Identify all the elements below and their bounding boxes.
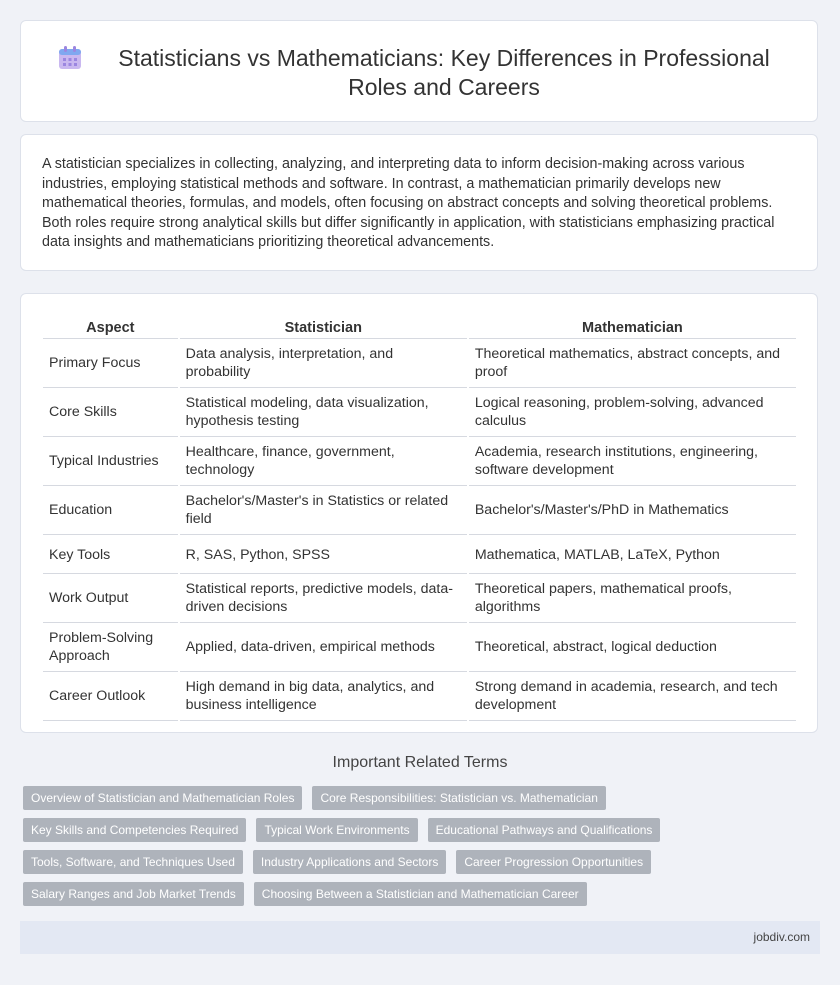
row-statistician: Statistical reports, predictive models, data-driven decisions	[180, 574, 467, 623]
row-mathematician: Bachelor's/Master's/PhD in Mathematics	[469, 486, 796, 535]
related-terms-tags	[23, 786, 823, 914]
row-statistician: High demand in big data, analytics, and business intelligence	[180, 672, 467, 721]
related-term-tag[interactable]: Typical Work Environments	[256, 818, 417, 842]
related-term-tag[interactable]: Core Responsibilities: Statistician vs. Mathematician	[312, 786, 605, 810]
row-aspect: Problem-Solving Approach	[43, 623, 178, 672]
calendar-icon	[57, 45, 83, 71]
comparison-table	[41, 316, 798, 721]
row-mathematician: Strong demand in academia, research, and tech development	[469, 672, 796, 721]
tag-row	[23, 882, 823, 906]
table-row	[43, 535, 796, 574]
header-statistician: Statistician	[180, 316, 467, 339]
table-row	[43, 672, 796, 721]
row-statistician: R, SAS, Python, SPSS	[180, 535, 467, 574]
tag-row	[23, 850, 823, 874]
related-term-tag[interactable]: Industry Applications and Sectors	[253, 850, 446, 874]
related-term-tag[interactable]: Career Progression Opportunities	[456, 850, 651, 874]
table-row	[43, 388, 796, 437]
related-term-tag[interactable]: Tools, Software, and Techniques Used	[23, 850, 243, 874]
related-term-tag[interactable]: Overview of Statistician and Mathematician Roles	[23, 786, 302, 810]
footer	[20, 921, 820, 954]
page-title: Statisticians vs Mathematicians: Key Differences in Professional Roles and Careers	[118, 45, 770, 100]
row-mathematician: Academia, research institutions, engineering, software development	[469, 437, 796, 486]
header-aspect: Aspect	[43, 316, 178, 339]
row-aspect: Education	[43, 486, 178, 535]
header-mathematician: Mathematician	[469, 316, 796, 339]
comparison-table-card	[20, 293, 818, 733]
table-row	[43, 437, 796, 486]
row-aspect: Work Output	[43, 574, 178, 623]
row-mathematician: Mathematica, MATLAB, LaTeX, Python	[469, 535, 796, 574]
row-mathematician: Theoretical mathematics, abstract concepts, and proof	[469, 339, 796, 388]
related-terms-title: Important Related Terms	[332, 754, 508, 771]
row-statistician: Healthcare, finance, government, technology	[180, 437, 467, 486]
row-mathematician: Theoretical, abstract, logical deduction	[469, 623, 796, 672]
row-aspect: Typical Industries	[43, 437, 178, 486]
table-row	[43, 574, 796, 623]
intro-paragraph: A statistician specializes in collecting, analyzing, and interpreting data to inform decision-making across various industries, employing statistical methods and software. In contrast, a mathematician primarily develops new mathematical theories, formulas, and models, often focusing on abstract concepts and solving theoretical problems. Both roles require strong analytical skills but differ significantly in application, with statisticians emphasizing practical data insights and mathematicians prioritizing theoretical advancements.	[42, 156, 775, 250]
row-mathematician: Logical reasoning, problem-solving, advanced calculus	[469, 388, 796, 437]
related-term-tag[interactable]: Choosing Between a Statistician and Mathematician Career	[254, 882, 587, 906]
row-statistician: Applied, data-driven, empirical methods	[180, 623, 467, 672]
related-term-tag[interactable]: Salary Ranges and Job Market Trends	[23, 882, 244, 906]
tag-row	[23, 786, 823, 810]
intro-card	[20, 134, 818, 271]
tag-row	[23, 818, 823, 842]
row-aspect: Key Tools	[43, 535, 178, 574]
row-aspect: Core Skills	[43, 388, 178, 437]
table-row	[43, 623, 796, 672]
table-row	[43, 486, 796, 535]
row-aspect: Primary Focus	[43, 339, 178, 388]
footer-site-link[interactable]: jobdiv.com	[753, 930, 810, 944]
row-mathematician: Theoretical papers, mathematical proofs, algorithms	[469, 574, 796, 623]
row-statistician: Bachelor's/Master's in Statistics or related field	[180, 486, 467, 535]
row-aspect: Career Outlook	[43, 672, 178, 721]
header-card	[20, 20, 818, 122]
table-row	[43, 339, 796, 388]
row-statistician: Statistical modeling, data visualization, hypothesis testing	[180, 388, 467, 437]
row-statistician: Data analysis, interpretation, and probability	[180, 339, 467, 388]
related-term-tag[interactable]: Key Skills and Competencies Required	[23, 818, 246, 842]
related-term-tag[interactable]: Educational Pathways and Qualifications	[428, 818, 661, 842]
